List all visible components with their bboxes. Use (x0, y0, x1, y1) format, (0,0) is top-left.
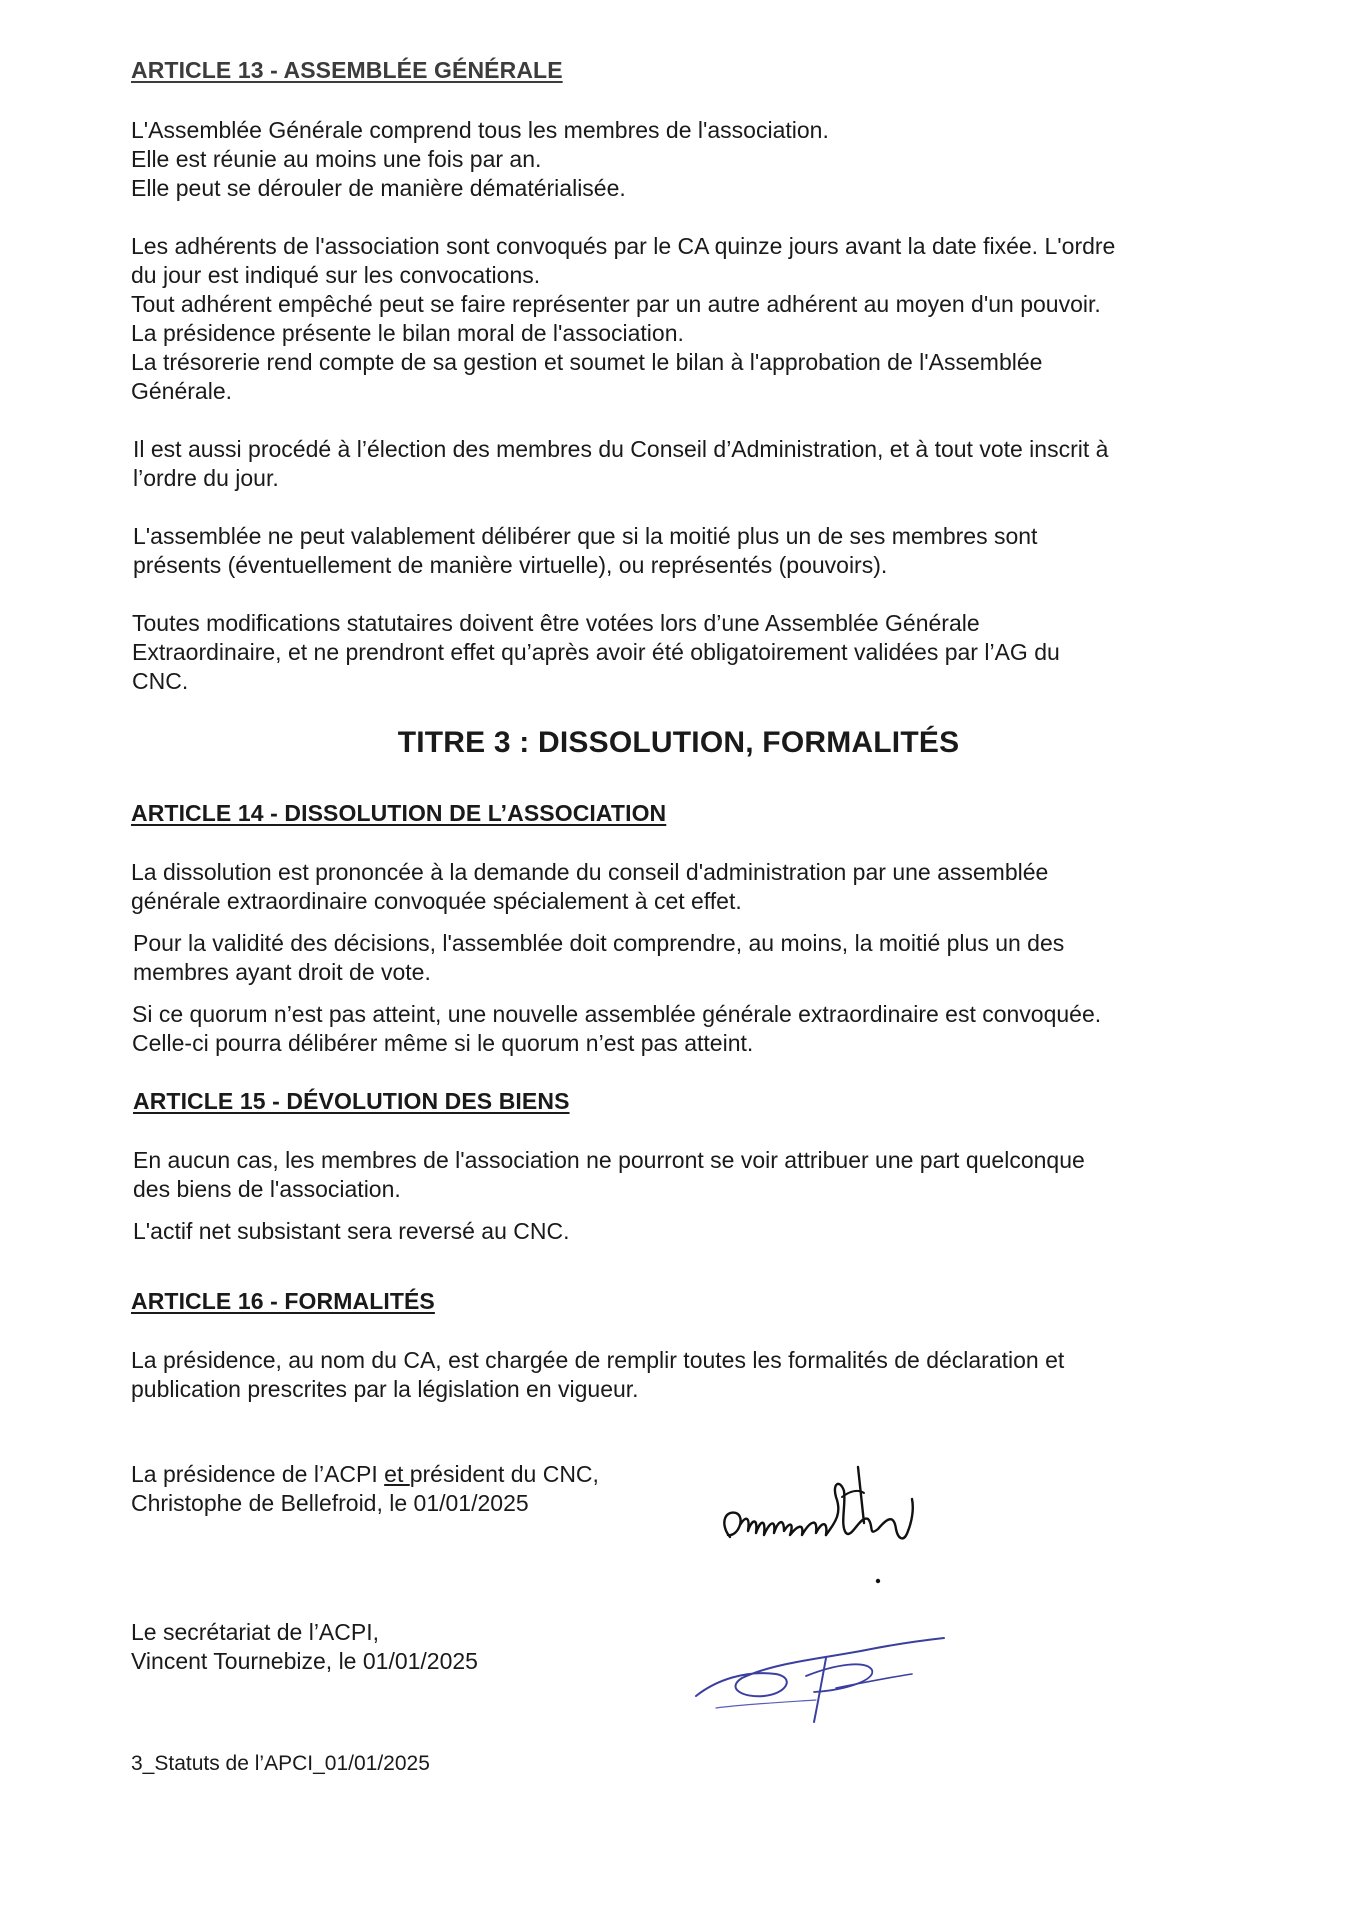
text-line: Toutes modifications statutaires doivent être votées lors d’une Assemblée Générale (132, 610, 980, 636)
article-13-heading: ARTICLE 13 - ASSEMBLÉE GÉNÉRALE (131, 57, 563, 83)
text-line: Si ce quorum n’est pas atteint, une nouvelle assemblée générale extraordinaire est convoquée. (132, 1001, 1102, 1027)
text-line: La trésorerie rend compte de sa gestion et soumet le bilan à l'approbation de l'Assemblée (131, 349, 1043, 375)
text-line: Générale. (131, 378, 233, 404)
article-13-paragraph-2 (131, 232, 1115, 406)
president-signature-image (718, 1455, 948, 1595)
article-15-paragraph-1 (133, 1146, 1085, 1204)
text-line: Elle peut se dérouler de manière dématérialisée. (131, 175, 626, 201)
text-line: La dissolution est prononcée à la demande du conseil d'administration par une assemblée (131, 859, 1049, 885)
text-line: Elle est réunie au moins une fois par an. (131, 146, 542, 172)
president-name-date: Christophe de Bellefroid, le 01/01/2025 (131, 1490, 529, 1516)
article-16-heading: ARTICLE 16 - FORMALITÉS (131, 1288, 435, 1314)
page-footer: 3_Statuts de l’APCI_01/01/2025 (131, 1752, 430, 1775)
text-line: L'actif net subsistant sera reversé au CNC. (133, 1218, 570, 1244)
president-signatory (131, 1460, 599, 1518)
text-line: Il est aussi procédé à l’élection des membres du Conseil d’Administration, et à tout vote inscrit à (133, 436, 1109, 462)
article-16-paragraph-1 (131, 1346, 1064, 1404)
article-13-paragraph-5 (132, 609, 1060, 696)
text-line: Celle-ci pourra délibérer même si le quorum n’est pas atteint. (132, 1030, 754, 1056)
article-14-heading: ARTICLE 14 - DISSOLUTION DE L’ASSOCIATION (131, 800, 667, 826)
text-line: membres ayant droit de vote. (133, 959, 431, 985)
text-line: En aucun cas, les membres de l'association ne pourront se voir attribuer une part quelconque (133, 1147, 1085, 1173)
text-line: CNC. (132, 668, 189, 694)
president-title-line (131, 1460, 599, 1489)
article-14-paragraph-2 (133, 929, 1064, 987)
text-line: L'assemblée ne peut valablement délibérer que si la moitié plus un de ses membres sont (133, 523, 1038, 549)
secretary-name-date: Vincent Tournebize, le 01/01/2025 (131, 1648, 478, 1674)
text-line: L'Assemblée Générale comprend tous les membres de l'association. (131, 117, 829, 143)
titre-3-heading: TITRE 3 : DISSOLUTION, FORMALITÉS (397, 726, 960, 759)
text-line: La présidence, au nom du CA, est chargée de remplir toutes les formalités de déclaration et (131, 1347, 1065, 1373)
text-line: présents (éventuellement de manière virtuelle), ou représentés (pouvoirs). (133, 552, 888, 578)
article-15-paragraph-2 (133, 1217, 569, 1246)
text-line: Extraordinaire, et ne prendront effet qu’après avoir été obligatoirement validées par l’AG du (132, 639, 1060, 665)
president-title-underlined: et (384, 1461, 410, 1487)
text-line: des biens de l'association. (133, 1176, 401, 1202)
text-line: La présidence présente le bilan moral de l'association. (131, 320, 684, 346)
secretary-signatory (131, 1618, 478, 1676)
secretary-signature-image (686, 1618, 956, 1738)
text-line: publication prescrites par la législation en vigueur. (131, 1376, 639, 1402)
article-14-paragraph-1 (131, 858, 1048, 916)
text-line: Pour la validité des décisions, l'assemblée doit comprendre, au moins, la moitié plus un des (133, 930, 1065, 956)
article-15-heading: ARTICLE 15 - DÉVOLUTION DES BIENS (133, 1088, 570, 1114)
article-14-paragraph-3 (132, 1000, 1101, 1058)
article-13-paragraph-1 (131, 116, 829, 203)
text-line: Tout adhérent empêché peut se faire représenter par un autre adhérent au moyen d'un pouvoir. (131, 291, 1101, 317)
article-13-paragraph-3 (133, 435, 1108, 493)
article-13-paragraph-4 (133, 522, 1037, 580)
text-line: Les adhérents de l'association sont convoqués par le CA quinze jours avant la date fixée. L'ordre (131, 233, 1116, 259)
president-title-prefix: La présidence de l’ACPI (131, 1461, 385, 1487)
text-line: générale extraordinaire convoquée spécialement à cet effet. (131, 888, 742, 914)
president-title-suffix: président du CNC, (409, 1461, 599, 1487)
text-line: l’ordre du jour. (133, 465, 279, 491)
secretary-title-line: Le secrétariat de l’ACPI, (131, 1619, 380, 1645)
text-line: du jour est indiqué sur les convocations. (131, 262, 541, 288)
